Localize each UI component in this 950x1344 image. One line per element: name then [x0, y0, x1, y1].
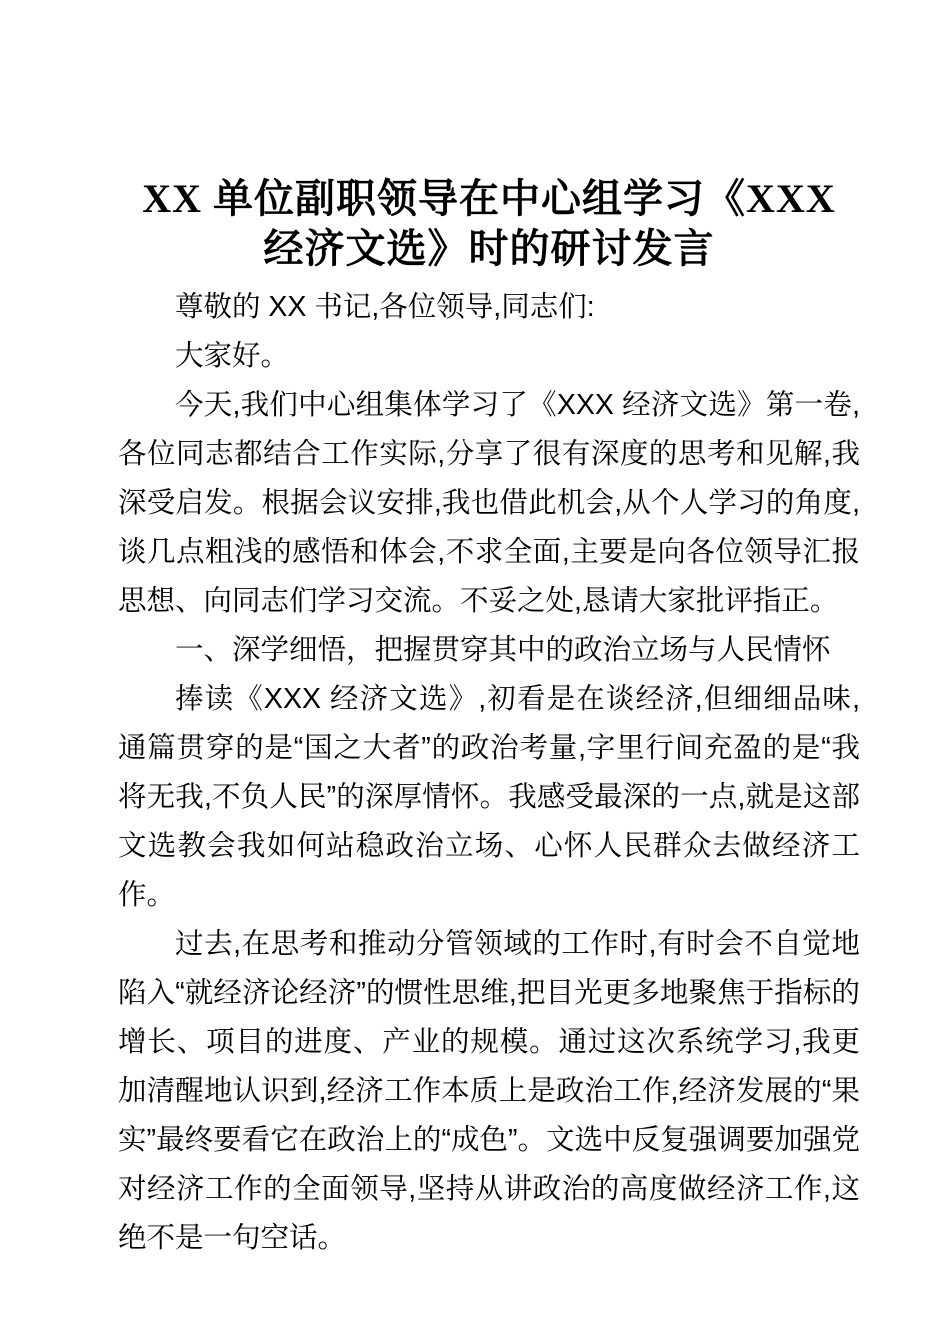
greeting-line: 大家好。: [175, 340, 290, 372]
section1-paragraph-1: 捧读《XXX 经济文选》,初看是在谈经济,但细细品味,通篇贯穿的是“国之大者”的政治考量,字里行间充盈的是“我将无我,不负人民”的深厚情怀。我感受最深的一点,就是这部文选教会我如何站稳政治立场、心怀人民群众去做经济工作。: [118, 683, 860, 911]
document-title: XX 单位副职领导在中心组学习《XXX 经济文选》时的研讨发言: [142, 176, 836, 271]
section-heading-1: 一、深学细悟，把握贯穿其中的政治立场与人民情怀: [175, 634, 831, 666]
salutation-line: 尊敬的 XX 书记,各位领导,同志们:: [175, 291, 595, 323]
opening-paragraph: 今天,我们中心组集体学习了《XXX 经济文选》第一卷,各位同志都结合工作实际,分享了很有深度的思考和见解,我深受启发。根据会议安排,我也借此机会,从个人学习的角度,谈几点粗浅的感悟和体会,不求全面,主要是向各位领导汇报思想、向同志们学习交流。不妥之处,恳请大家批评指正。: [118, 389, 860, 617]
section1-paragraph-2: 过去,在思考和推动分管领域的工作时,有时会不自觉地陷入“就经济论经济”的惯性思维,把目光更多地聚焦于指标的增长、项目的进度、产业的规模。通过这次系统学习,我更加清醒地认识到,经济工作本质上是政治工作,经济发展的“果实”最终要看它在政治上的“成色”。文选中反复强调要加强党对经济工作的全面领导,坚持从讲政治的高度做经济工作,这绝不是一句空话。: [118, 928, 860, 1254]
